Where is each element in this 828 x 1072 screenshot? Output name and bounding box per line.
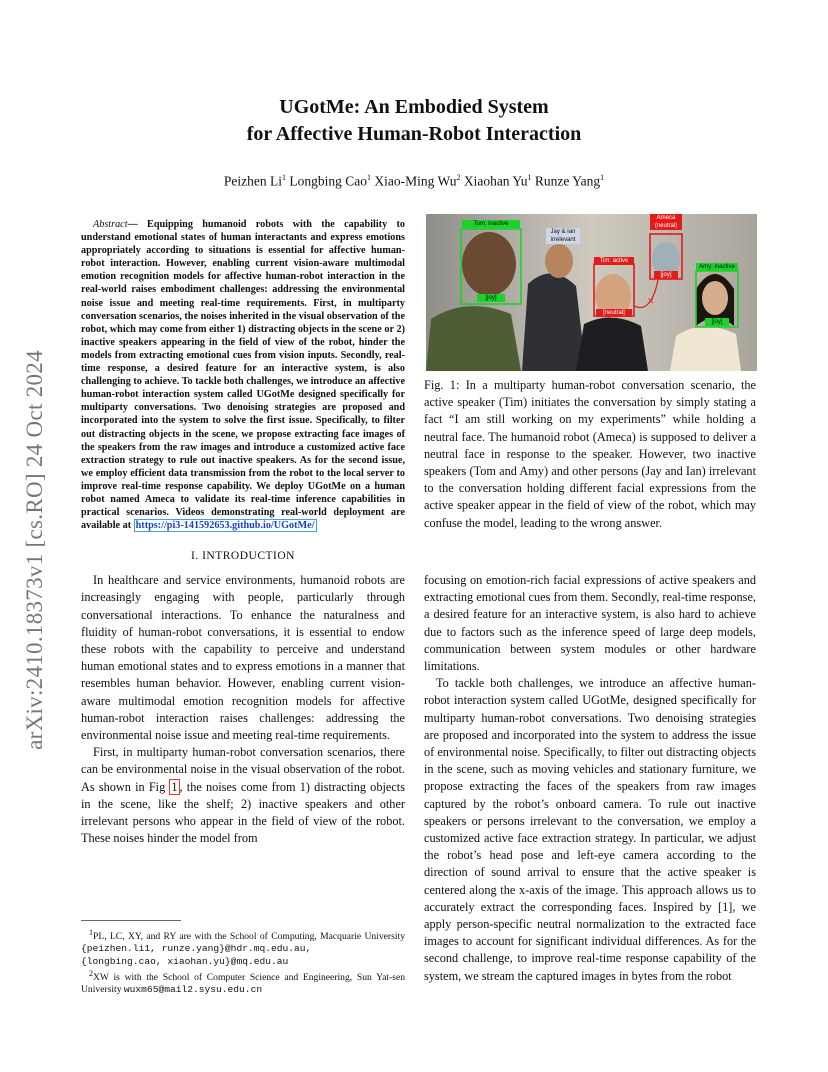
intro-paragraph-1: In healthcare and service environments, humanoid robots are increasingly engaging with people, particularly through conversational interactions. To enhance the naturalness and fluidity of human-robot conversations, it is essential to endow these robots with the capability to perceive and understand human emotional states and to express emotions in a manner that resembles human behavior. However, enabling current vision-aware multimodal emotion recognition models for affective human-robot interaction raises challenges: addressing the environmental noise issue and meeting real-time requirements. [81,573,405,743]
author-affiliation: 1 [600,173,605,182]
svg-text:✕: ✕ [647,296,655,306]
right-column [424,572,756,985]
footnote-2-email: wuxm65@mail2.sysu.edu.cn [123,984,263,996]
figure-1-illustration [426,214,757,371]
right-paragraph-2: To tackle both challenges, we introduce an affective human-robot interaction system called UGotMe, designed specifically for multiparty human-robot conversations. Two denoising strategies are proposed and incorporated into the system to address the issue of environmental noise. Specifically, to filter out distracting objects in the scene, such as moving vehicles and stationary furniture, we propose extracting the faces of the speakers from raw images captured by the robot’s onboard camera. To rule out inactive speakers or persons irrelevant to the conversation, we employ a customized active face extraction strategy. In particular, we adjust the robot’s head pose and left-eye camera according to the direction of sound arrival to ensure that the active speaker is centered along the x-axis of the image. This approach allows us to accurately extract the corresponding faces. Inspired by [1], we apply person-specific neutral normalization to the extracted face images to account for significant individual differences. As for the second challenge, to improve real-time response capability of the system, we stream the captured images in bytes from the robot [424,676,756,983]
author-name: Xiaohan Yu [463,173,528,189]
amy-emotion-label: [joy] [705,318,729,326]
footnote-1-text: PL, LC, XY, and RY are with the School of Computing, Macquarie University [93,931,405,943]
author-affiliation: 1 [282,173,286,182]
project-link[interactable]: https://pi3-141592653.github.io/UGotMe/ [135,520,315,532]
author-list [0,173,828,190]
intro-p2-text-a: First, in multiparty human-robot conversation scenarios, there can be environmental noise in the visual observation of the robot. As shown in Fig [81,745,405,794]
footnote-1-email-2: {longbing.cao, xiaohan.yu}@mq.edu.au [81,955,289,967]
author-affiliation: 2 [456,173,461,182]
right-paragraph-1: focusing on emotion-rich facial expressions of active speakers and extracting emotional cues from them. Secondly, real-time response, a desired feature for an interactive system, is also hard to achieve due to factors such as the inference speed of large deep models, communication between system modules or other hardware limitations. [424,573,756,674]
left-column [81,218,405,848]
tom-emotion-label: [joy] [477,294,505,302]
abstract-text: — Equipping humanoid robots with the capability to understand emotional states of human interactants and express emotions appropriately according to situations is essential for affective human-robot interaction. However, enabling current vision-aware multimodal emotion recognition models for affective human-robot interaction in the real-world raises embodiment challenges: addressing the environmental noise issue and meeting real-time requirements. First, in multiparty conversation scenarios, the noises inherited in the visual observation of the robot, which may come from either 1) distracting objects in the scene or 2) inactive speakers appearing in the field of view of the robot, hinder the models from extracting emotional cues from vision inputs. Secondly, real-time response, a desired feature for an interactive system, is also challenging to achieve. To tackle both challenges, we introduce an affective human-robot interaction system called UGotMe designed specifically for multiparty conversations. Two denoising strategies are proposed and incorporated into the system to solve the first issue. Specifically, to filter out distracting objects in the scene, we propose extracting face images of the speakers from the raw images and introduce a customized active face extraction strategy to rule out inactive speakers. As for the second issue, we employ efficient data transmission from the robot to the local server to improve real-time response capability. We deploy UGotMe on a human robot named Ameca to validate its real-time inference capabilities in practical scenarios. Videos demonstrating real-world deployment are available at [81,219,405,532]
author-name: Xiao-Ming Wu [374,173,457,189]
intro-paragraph-2 [81,744,405,847]
jay-ian-tag [546,228,580,244]
author-affiliation: 1 [367,173,371,182]
footnote-1-email-1: {peizhen.li1, runze.yang}@hdr.mq.edu.au, [81,943,312,955]
ameca-emotion-label: [joy] [654,271,678,279]
author-name: Peizhen Li [223,173,282,189]
ameca-tag-line2: (neutral) [654,223,678,229]
abstract-label: Abstract [93,219,128,230]
footnote-2-text: XW is with the School of Computer Science and Engineering, Sun Yat-sen University [81,971,405,996]
tom-tag: Tom: inactive [462,220,520,228]
footnotes [81,927,405,996]
author-name: Longbing Cao [289,173,367,189]
footnote-rule [81,920,181,921]
ameca-tag-line1: Ameca [656,215,676,221]
abstract [81,218,405,532]
footnote-2: $^2$XW is with the School of Computer Science and Engineering, Sun Yat-sen University wuxm65@mail2.sysu.edu.cn [81,968,405,996]
intro-body [81,572,405,847]
figure-1-caption [424,377,756,532]
footnote-1: $^1$PL, LC, XY, and RY are with the School of Computing, Macquarie University {peizhen.li1, runze.yang}@hdr.mq.edu.au, {longbing.cao, xiaohan.yu}@mq.edu.au [81,928,405,967]
jay-ian-tag-line2: irrelevant [550,237,576,243]
figure-reference-link[interactable]: 1 [171,779,178,794]
tim-tag: Tim: active [594,257,634,265]
caption-text: In a multiparty human-robot conversation scenario, the active speaker (Tim) initiates the conversation by simply stating a fact “I am still working on my experiments” while holding a neutral face. The humanoid robot (Ameca) is supposed to deliver a neutral face in response to the speaker. However, two inactive speakers (Tom and Amy) and other persons (Jay and Ian) irrelevant to the conversation holding different facial expressions from the active speaker appear in the field of view of the robot, which may confuse the model, leading to the wrong answer. [424,378,756,530]
author-name: Runze Yang [534,173,601,189]
jay-ian-tag-line1: Jay & Ian [550,229,576,235]
caption-label: Fig. 1: [424,378,460,392]
ameca-tag [650,214,682,230]
amy-tag: Amy: inactive [696,263,738,271]
intro-p2-text-b: , the noises come from 1) distracting objects in the scene, like the shelf; 2) inactive speakers and other irrelevant persons who appear in the field of view of the robot. These noises hinder the model from [81,779,406,846]
author-affiliation: 1 [527,173,532,182]
section-title-introduction: I. INTRODUCTION [191,550,295,563]
paper-title-line2: for Affective Human-Robot Interaction [246,123,582,145]
figure-1-photo [426,214,757,371]
arxiv-id: arXiv:2410.18373v1 [cs.RO] 24 Oct 2024 [22,350,47,750]
paper-title-line1: UGotMe: An Embodied System [279,96,549,118]
tim-emotion-label: [neutral] [596,309,632,317]
arxiv-stamp [10,290,60,810]
